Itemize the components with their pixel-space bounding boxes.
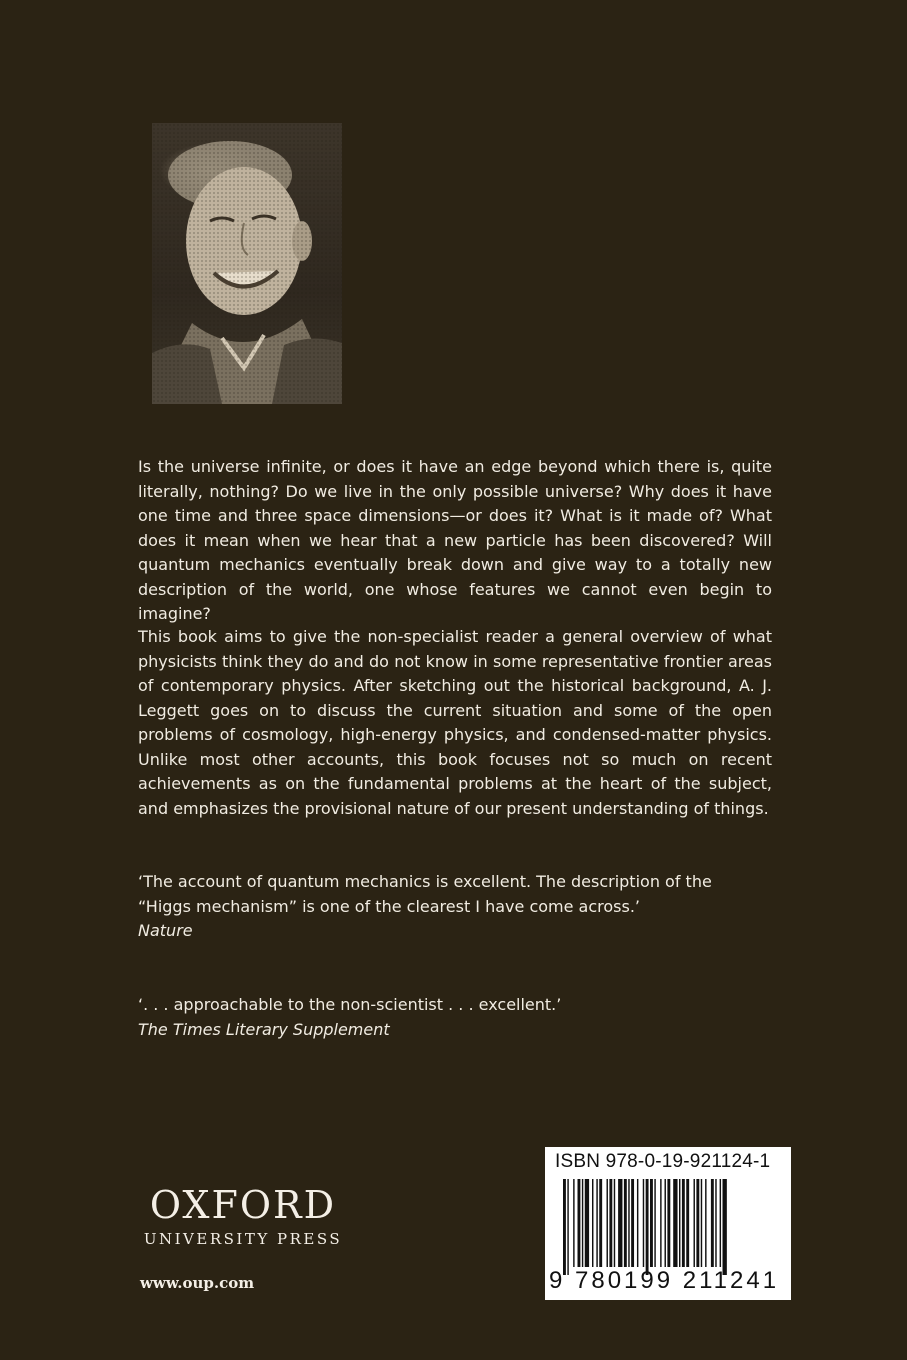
publisher-name: OXFORD xyxy=(149,1183,337,1227)
barcode-bar xyxy=(646,1179,649,1275)
author-photo xyxy=(152,123,342,404)
barcode-bar xyxy=(711,1179,714,1267)
barcode-bar xyxy=(694,1179,695,1267)
publisher-logo xyxy=(138,1183,348,1249)
blurb-paragraph-1: Is the universe infinite, or does it have an edge beyond which there is, quite literally, nothing? Do we live in the only possible universe? Why does it have one time and three space dimensions—or does it? What is it made of? What does it mean when we hear that a new particle has been discovered? Will quantum mechanics eventually break down and give way to a totally new description of the world, one whose features we cannot even begin to imagine? xyxy=(138,457,772,623)
review-quote-line: ‘. . . approachable to the non-scientist . . . excellent.’ xyxy=(138,995,562,1014)
review-quote-line: ‘The account of quantum mechanics is excellent. The description of the xyxy=(138,872,712,891)
barcode-bar xyxy=(679,1179,680,1267)
barcode-bar xyxy=(578,1179,581,1267)
barcode-bar xyxy=(720,1179,721,1267)
isbn-label: ISBN 978-0-19-921124-1 xyxy=(555,1151,771,1172)
barcode-bar xyxy=(723,1179,727,1275)
barcode-digits: 9 780199 211241 xyxy=(549,1267,780,1294)
barcode-bar xyxy=(573,1179,574,1267)
barcode-bars xyxy=(563,1179,775,1275)
barcode-bar xyxy=(563,1179,566,1275)
review-quote-nature xyxy=(138,870,738,944)
barcode-bar xyxy=(643,1179,644,1267)
barcode-bar xyxy=(654,1179,655,1267)
author-photo-illustration xyxy=(152,123,342,404)
barcode-bar xyxy=(599,1179,602,1267)
barcode-bar xyxy=(637,1179,638,1267)
publisher-website-link[interactable]: www.oup.com xyxy=(140,1274,255,1292)
barcode-bar xyxy=(631,1179,634,1267)
barcode-bar xyxy=(686,1179,689,1267)
barcode-bar xyxy=(682,1179,685,1267)
barcode-bar xyxy=(567,1179,568,1275)
barcode-bar xyxy=(715,1179,716,1267)
barcode-bar xyxy=(609,1179,612,1267)
barcode-bar xyxy=(701,1179,702,1267)
review-source: Nature xyxy=(138,921,193,940)
publisher-subtitle: UNIVERSITY PRESS xyxy=(143,1230,343,1248)
barcode-bar xyxy=(618,1179,622,1267)
barcode-bar xyxy=(582,1179,583,1267)
review-quote-tls xyxy=(138,993,738,1042)
barcode-bar xyxy=(585,1179,589,1267)
barcode-bar xyxy=(596,1179,597,1267)
barcode-bar xyxy=(628,1179,629,1267)
isbn-barcode xyxy=(545,1147,791,1300)
review-quote-line: “Higgs mechanism” is one of the clearest I have come across.’ xyxy=(138,896,641,916)
blurb-paragraph-2: This book aims to give the non-specialist reader a general overview of what physicists think they do and do not know in some representative frontier areas of contemporary physics. After sketching out the historical background, A. J. Leggett goes on to discuss the current situation and some of the open problems of cosmology, high-energy physics, and condensed-matter physics. Unlike most other accounts, this book focuses not so much on recent achievements as on the fundamental problems at the heart of the subject, and emphasizes the provisional nature of our present understanding of things. xyxy=(138,627,772,818)
barcode-bar xyxy=(592,1179,593,1267)
barcode-bar xyxy=(665,1179,666,1267)
barcode-bar xyxy=(614,1179,615,1267)
barcode-bar xyxy=(624,1179,627,1267)
barcode-bar xyxy=(650,1179,653,1267)
review-source: The Times Literary Supplement xyxy=(138,1019,390,1039)
barcode-bar xyxy=(673,1179,677,1267)
barcode-bar xyxy=(705,1179,706,1267)
barcode-bar xyxy=(607,1179,608,1267)
barcode-bar xyxy=(667,1179,670,1267)
barcode-bar xyxy=(660,1179,661,1267)
barcode-bar xyxy=(696,1179,699,1267)
